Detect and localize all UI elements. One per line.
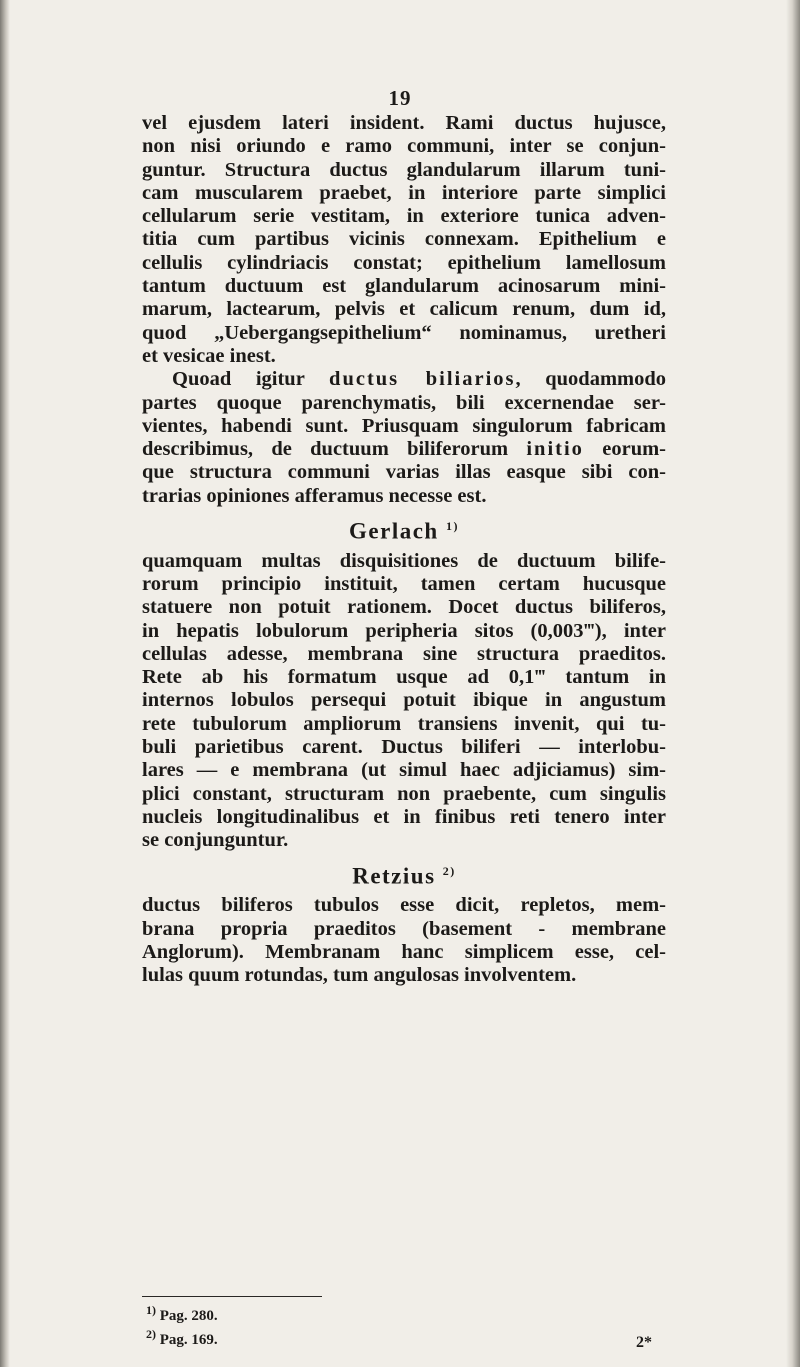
text-line bbox=[142, 368, 666, 391]
text-line: cam muscularem praebet, in interiore parte simplici bbox=[142, 181, 666, 204]
text-line: rorum principio instituit, tamen certam hucusque bbox=[142, 573, 666, 595]
text-run: , quodammodo bbox=[515, 368, 666, 391]
paragraph-2 bbox=[142, 368, 666, 508]
text-run: Quoad igitur bbox=[172, 368, 330, 391]
text-line: que structura communi varias illas easque sibi con- bbox=[142, 461, 666, 484]
text-line: titia cum partibus vicinis connexam. Epithelium e bbox=[142, 228, 666, 251]
text-line: cellularum serie vestitam, in exteriore tunica adven- bbox=[142, 205, 666, 228]
text-line: Rete ab his formatum usque ad 0,1‴ tantum in bbox=[142, 666, 666, 689]
text-line: brana propria praeditos (basement - membrane bbox=[142, 917, 666, 940]
text-line: vel ejusdem lateri insident. Rami ductus hujusce, bbox=[142, 112, 666, 134]
text-run: describimus, de ductuum biliferorum bbox=[142, 438, 527, 461]
signature-mark: 2* bbox=[636, 1334, 652, 1351]
text-line: buli parietibus carent. Ductus biliferi — interlobu- bbox=[142, 736, 666, 759]
text-line: non nisi oriundo e ramo communi, inter se conjun- bbox=[142, 135, 666, 158]
text-line: tantum ductuum est glandularum acinosarum mini- bbox=[142, 275, 666, 298]
footnote-text: Pag. 280. bbox=[159, 1308, 218, 1324]
footnote-2 bbox=[142, 1325, 218, 1349]
text-line: lulas quum rotundas, tum angulosas involventem. bbox=[142, 964, 577, 987]
footnotes bbox=[142, 1301, 218, 1349]
text-line: trarias opiniones afferamus necesse est. bbox=[142, 484, 487, 507]
author-name: Retzius bbox=[352, 863, 436, 889]
author-heading-retzius bbox=[142, 853, 666, 895]
text-line: statuere non potuit rationem. Docet ductus biliferos, bbox=[142, 596, 666, 619]
text-line: cellulis cylindriacis constat; epithelium lamellosum bbox=[142, 251, 666, 274]
footnote-ref: 1) bbox=[445, 519, 459, 534]
scan-edge-left bbox=[0, 0, 10, 1367]
footnote-rule bbox=[142, 1296, 322, 1297]
emphasis-initio: initio bbox=[526, 438, 584, 461]
text-line: et vesicae inest. bbox=[142, 344, 276, 367]
text-line: marum, lactearum, pelvis et calicum renum, dum id, bbox=[142, 298, 666, 321]
body-text bbox=[142, 112, 666, 987]
page-number: 19 bbox=[388, 86, 412, 110]
author-heading-gerlach bbox=[142, 508, 666, 550]
text-line: quamquam multas disquisitiones de ductuum bilife- bbox=[142, 549, 666, 572]
text-line: lares — e membrana (ut simul haec adjiciamus) sim- bbox=[142, 759, 666, 782]
footnote-mark: 2) bbox=[146, 1327, 156, 1341]
paragraph-3 bbox=[142, 550, 666, 853]
footnote-ref: 2) bbox=[442, 863, 456, 878]
text-line: cellulas adesse, membrana sine structura praeditos. bbox=[142, 642, 666, 665]
text-line: quod „Uebergangsepithelium“ nominamus, uretheri bbox=[142, 321, 666, 344]
paragraph-4 bbox=[142, 894, 666, 987]
text-line: rete tubulorum ampliorum transiens invenit, qui tu- bbox=[142, 712, 666, 735]
text-run: eorum- bbox=[583, 438, 666, 461]
footnote-1 bbox=[142, 1301, 218, 1325]
text-line: in hepatis lobulorum peripheria sitos (0,003‴), inter bbox=[142, 619, 666, 642]
text-line: ductus biliferos tubulos esse dicit, repletos, mem- bbox=[142, 894, 666, 917]
text-line: nucleis longitudinalibus et in finibus reti tenero inter bbox=[142, 805, 666, 828]
paragraph-1 bbox=[142, 112, 666, 368]
emphasis-ductus-biliarios: ductus biliarios bbox=[329, 368, 516, 391]
text-line: Anglorum). Membranam hanc simplicem esse, cel- bbox=[142, 940, 666, 963]
footnote-text: Pag. 169. bbox=[159, 1332, 218, 1348]
text-line: internos lobulos persequi potuit ibique in angustum bbox=[142, 689, 666, 712]
text-line: vientes, habendi sunt. Priusquam singulorum fabricam bbox=[142, 414, 666, 437]
text-line: partes quoque parenchymatis, bili excernendae ser- bbox=[142, 391, 666, 414]
scan-edge-right bbox=[786, 0, 800, 1367]
text-line bbox=[142, 438, 666, 461]
text-line: plici constant, structuram non praebente, cum singulis bbox=[142, 782, 666, 805]
text-line: se conjunguntur. bbox=[142, 829, 289, 852]
text-line: guntur. Structura ductus glandularum illarum tuni- bbox=[142, 158, 666, 181]
footnote-mark: 1) bbox=[146, 1303, 156, 1317]
author-name: Gerlach bbox=[349, 518, 439, 544]
